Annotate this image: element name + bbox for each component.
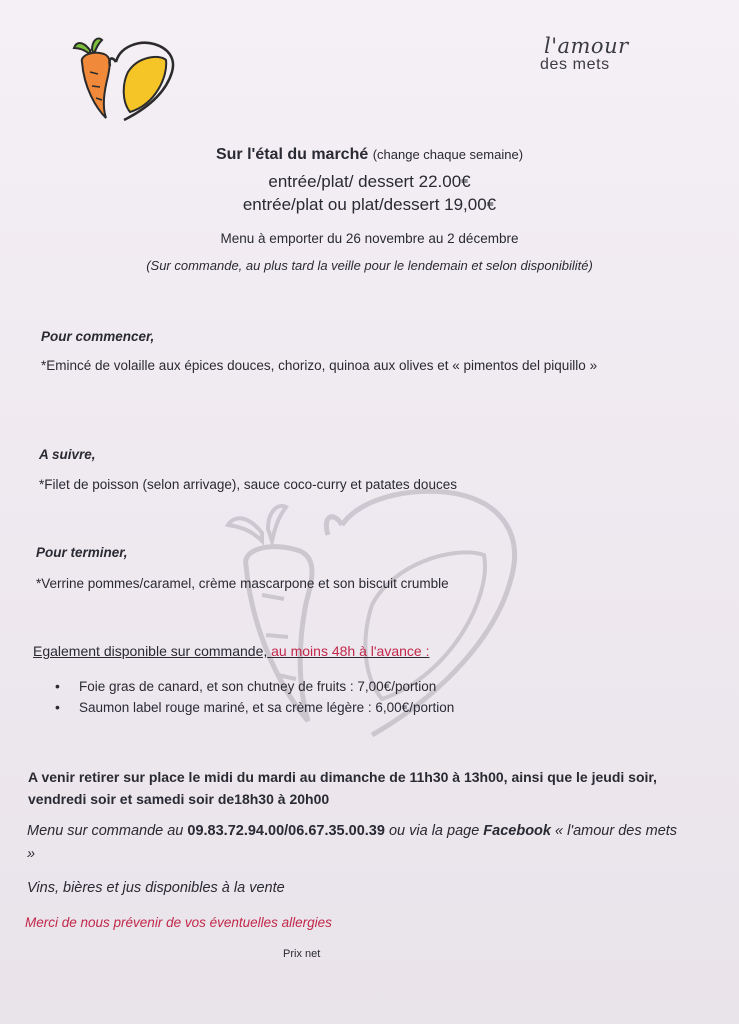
also-available-heading <box>33 643 429 659</box>
section-heading-dessert: Pour terminer, <box>36 545 128 560</box>
also-available-label: Egalement disponible sur commande, <box>33 643 268 659</box>
menu-title-note: (change chaque semaine) <box>372 147 524 162</box>
contact-prefix: Menu sur commande au <box>27 823 184 839</box>
contact-info <box>27 820 687 866</box>
price-note: Prix net <box>283 948 321 960</box>
brand-name <box>540 34 660 74</box>
also-available-highlight: au moins 48h à l'avance : <box>271 643 430 659</box>
order-note: (Sur commande, au plus tard la veille pour le lendemain et selon disponibilité) <box>146 258 593 273</box>
list-item: • Saumon label rouge mariné, et sa crème légère : 6,00€/portion <box>55 697 454 718</box>
allergy-note: Merci de nous prévenir de vos éventuelles allergies <box>25 915 332 930</box>
price-line-2: entrée/plat ou plat/dessert 19,00€ <box>242 195 497 214</box>
dish-starter: *Emincé de volaille aux épices douces, chorizo, quinoa aux olives et « pimentos del piquillo » <box>41 358 598 373</box>
section-heading-main: A suivre, <box>39 447 96 462</box>
dish-main: *Filet de poisson (selon arrivage), sauce coco-curry et patates douces <box>39 477 457 492</box>
drinks-note: Vins, bières et jus disponibles à la vente <box>27 880 285 896</box>
pickup-hours: A venir retirer sur place le midi du mardi au dimanche de 11h30 à 13h00, ainsi que le jeudi soir, vendredi soir et samedi soir de18h30 à 20h00 <box>28 769 657 807</box>
brand-line-1: l'amour <box>544 34 629 58</box>
menu-title-text: Sur l'étal du marché <box>215 146 369 163</box>
section-heading-starter: Pour commencer, <box>41 329 155 344</box>
brand-line-2: des mets <box>540 56 610 73</box>
contact-middle: ou via la page <box>388 823 480 839</box>
takeaway-dates: Menu à emporter du 26 novembre au 2 décembre <box>220 231 519 246</box>
facebook-label: Facebook <box>483 823 551 839</box>
phone-numbers: 09.83.72.94.00/06.67.35.00.39 <box>187 823 385 839</box>
also-available-list <box>55 676 454 718</box>
facebook-page-name: « l'amour des mets » <box>27 823 678 862</box>
menu-title <box>0 146 739 164</box>
carrot-heart-logo-icon <box>68 32 180 122</box>
price-line-1: entrée/plat/ dessert 22.00€ <box>268 172 471 191</box>
dish-dessert: *Verrine pommes/caramel, crème mascarpone et son biscuit crumble <box>36 576 449 591</box>
list-item: • Foie gras de canard, et son chutney de fruits : 7,00€/portion <box>55 676 454 697</box>
